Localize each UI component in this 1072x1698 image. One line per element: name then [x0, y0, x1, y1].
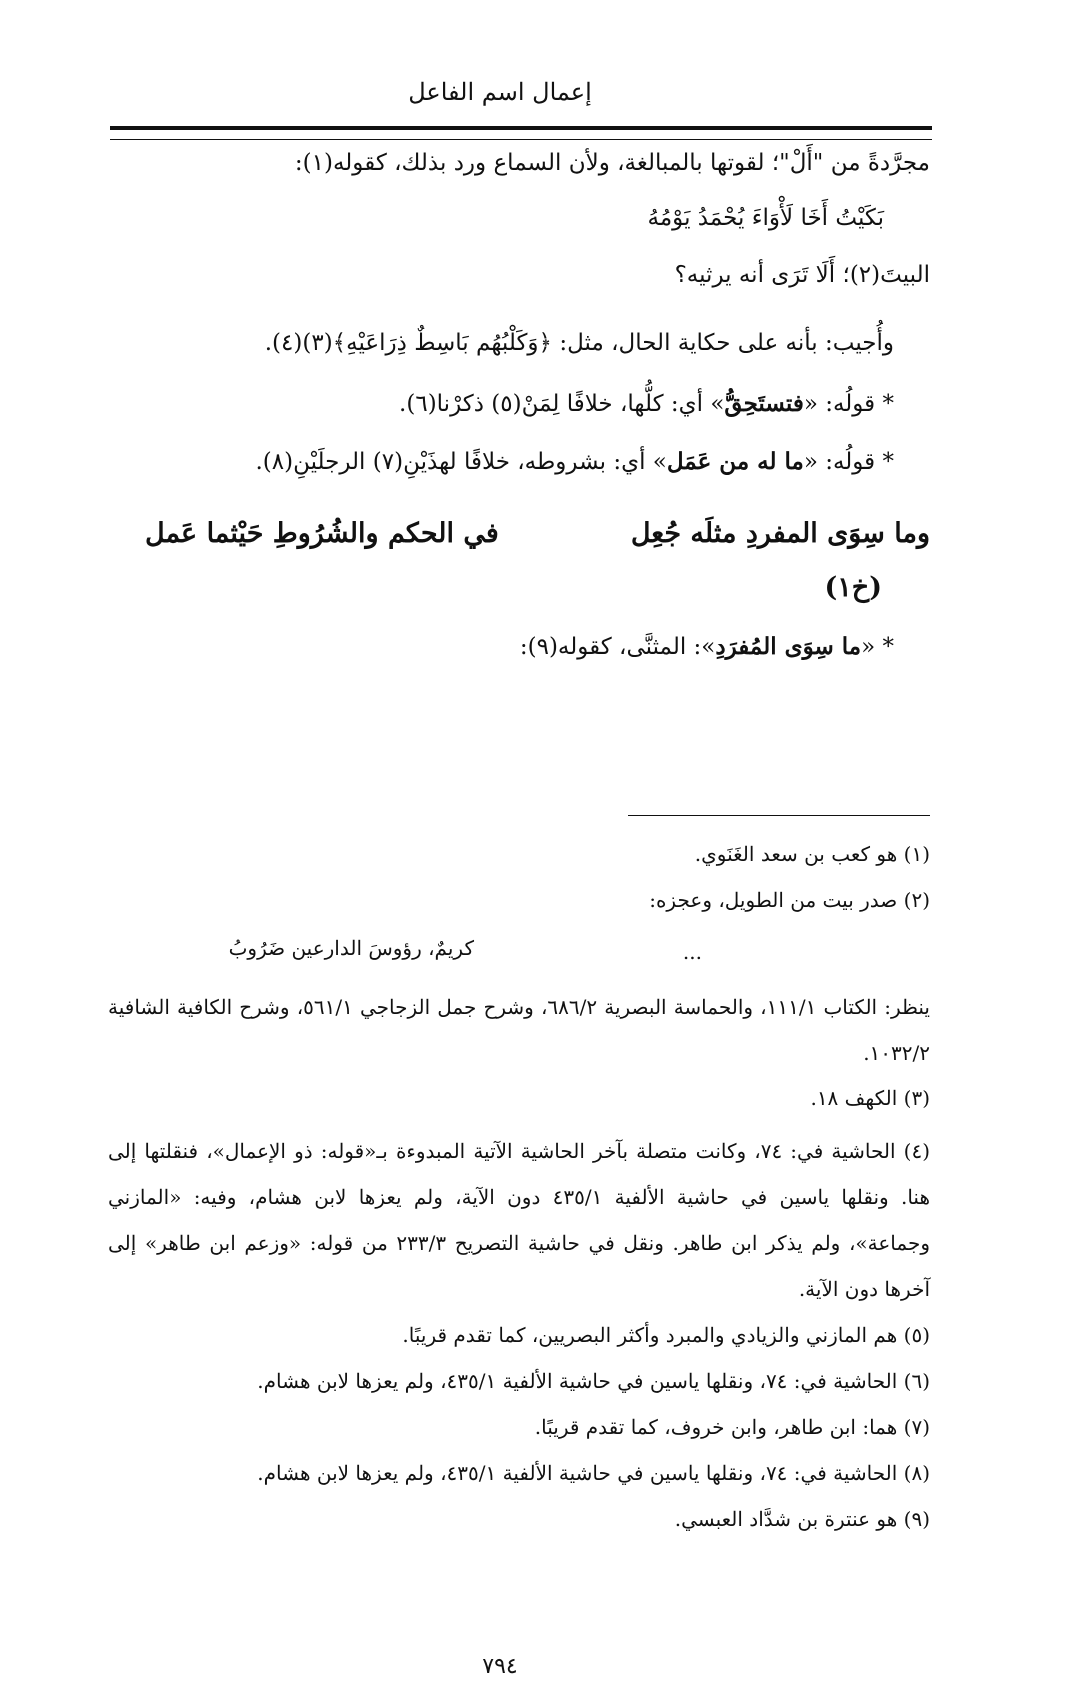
- poem-verse-line: بَكَيْتُ أَخَا لَأْوَاءَ يُحْمَدُ يَوْمُهُ: [647, 205, 884, 231]
- commentary-rest: »: المثنَّى، كقوله(٩):: [519, 634, 716, 660]
- lemma-bold: ما سِوَى المُفرَدِ: [715, 633, 862, 660]
- alfiya-verse-second-hemistich: في الحكم والشُرُوطِ حَيْثما عَمل: [145, 518, 499, 549]
- footnote-separator: [628, 815, 930, 816]
- commentary-line-5: [399, 390, 894, 419]
- header-rule-thick: [110, 126, 932, 130]
- commentary-prefix: * قولُه: «: [803, 449, 894, 475]
- alfiya-verse-first-hemistich: وما سِوَى المفردِ مثلَه جُعِل: [630, 518, 930, 549]
- commentary-line-9: [520, 633, 894, 662]
- commentary-line-6: [255, 448, 894, 477]
- footnote-1: (١) هو كعب بن سعد الغَنَوي.: [694, 842, 930, 866]
- body-line-1: مجرَّدةً من "أَلْ"؛ لقوتها بالمبالغة، ولأن السماع ورد بذلك، كقوله(١):: [294, 150, 930, 176]
- commentary-rest: » أي: كلُّها، خلافًا لِمَنْ(٥) ذكرْنا(٦).: [399, 391, 725, 417]
- footnote-2-references: ينظر: الكتاب ١١١/١، والحماسة البصرية ٦٨٦/٢، وشرح جمل الزجاجي ٥٦١/١، وشرح الكافية الشافية ١٠٣٢/٢.: [108, 995, 930, 1065]
- commentary-prefix: * قولُه: «: [803, 391, 894, 417]
- footnote-4: (٤) الحاشية في: ٧٤، وكانت متصلة بآخر الحاشية الآتية المبدوءة بـ«قوله: ذو الإعمال»، فنقلتها إلى هنا. ونقلها ياسين في حاشية الألفية ٤٣٥/١ دون الآية، ولم يعزها لابن هشام، وفيه: «المازني وجماعة»، ولم يذكر ابن طاهر. ونقل في حاشية التصريح ٢٣٣/٣ من قوله: «وزعم ابن طاهر» إلى آخرها دون الآية.: [108, 1139, 931, 1301]
- header-rule-thin: [110, 139, 932, 140]
- footnote-8: (٨) الحاشية في: ٧٤، ونقلها ياسين في حاشية الألفية ٤٣٥/١، ولم يعزها لابن هشام.: [257, 1461, 930, 1485]
- footnote-2-verse: كريمٌ، رؤوسَ الدارعين ضَرُوبُ: [228, 936, 474, 960]
- commentary-rest: » أي: بشروطه، خلافًا لهذَيْنِ(٧) الرجلَيْنِ(٨).: [255, 449, 667, 475]
- running-header-title: إعمال اسم الفاعل: [408, 78, 592, 106]
- page-number: ٧٩٤: [482, 1654, 518, 1679]
- verse-reference: (خ١): [824, 572, 882, 603]
- body-line-4-quran: وأُجيب: بأنه على حكاية الحال، مثل: ﴿وَكَلْبُهُم بَاسِطٌ ذِرَاعَيْهِ﴾(٣)(٤).: [264, 330, 894, 356]
- footnote-7: (٧) هما: ابن طاهر، وابن خروف، كما تقدم قريبًا.: [534, 1415, 930, 1439]
- footnote-5: (٥) هم المازني والزيادي والمبرد وأكثر البصريين، كما تقدم قريبًا.: [402, 1323, 930, 1347]
- footnote-2: (٢) صدر بيت من الطويل، وعجزه:: [649, 888, 930, 912]
- commentary-prefix: * «: [861, 634, 894, 660]
- footnote-6: (٦) الحاشية في: ٧٤، ونقلها ياسين في حاشية الألفية ٤٣٥/١، ولم يعزها لابن هشام.: [257, 1369, 930, 1393]
- footnote-3: (٣) الكهف ١٨.: [810, 1086, 930, 1110]
- lemma-bold: فتستَحِقُّ: [724, 390, 804, 417]
- lemma-bold: ما له من عَمَل: [666, 448, 804, 475]
- footnote-2-dots: ...: [682, 940, 702, 964]
- footnote-9: (٩) هو عنترة بن شدَّاد العبسي.: [674, 1507, 930, 1531]
- body-line-3: البيتَ(٢)؛ أَلَا تَرَى أنه يرثيه؟: [674, 262, 930, 288]
